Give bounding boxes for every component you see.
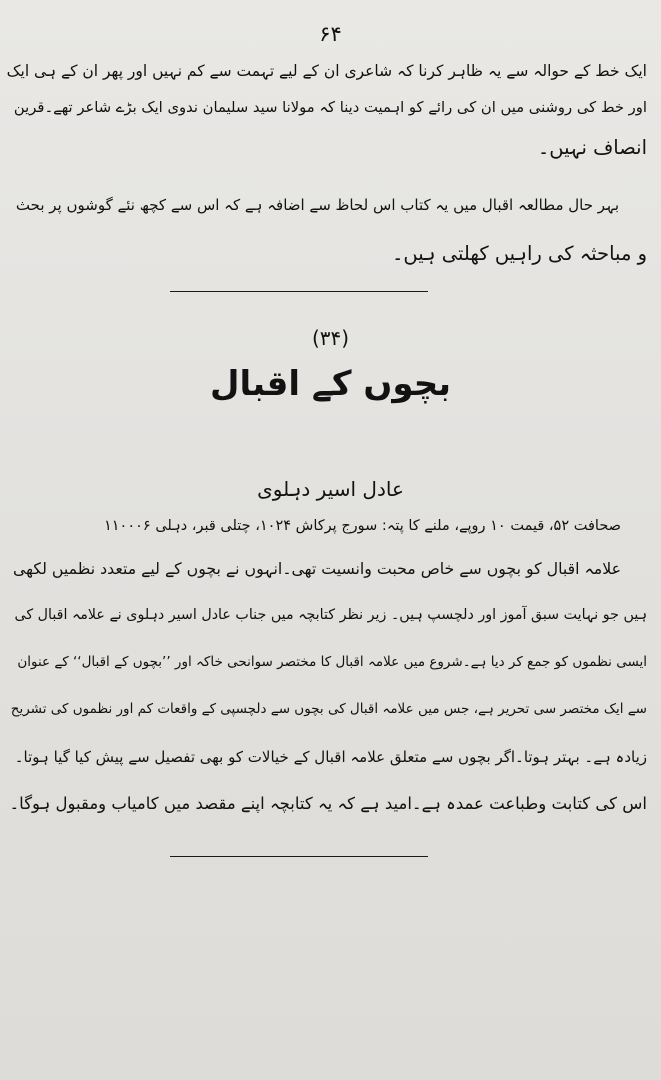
paragraph-line: علامہ اقبال کو بچوں سے خاص محبت وانسیت تھی۔انہوں نے بچوں کے لیے متعدد نظمیں لکھی: [13, 559, 621, 578]
paragraph-line: اور خط کی روشنی میں ان کی رائے کو اہمیت دینا کہ مولانا سید سلیمان ندوی ایک بڑے شاعر تھے۔قرین: [13, 99, 647, 116]
paragraph-line: بہر حال مطالعہ اقبال میں یہ کتاب اس لحاظ سے اضافہ ہے کہ اس سے کچھ نئے گوشوں پر بحث: [15, 196, 619, 214]
page-number: ۶۴: [319, 22, 342, 46]
book-author: عادل اسیر دہلوی: [257, 477, 404, 501]
second-paragraph: [7, 196, 647, 276]
paragraph-line: ایک خط کے حوالہ سے یہ ظاہر کرنا کہ شاعری ان کے لیے تہمت سے کم نہیں اور پھر ان کے ہی ایک: [6, 62, 647, 80]
paragraph-line: ہیں جو نہایت سبق آموز اور دلچسپ ہیں۔ زیر نظر کتابچہ میں جناب عادل اسیر دہلوی نے علامہ اقبال کی: [14, 607, 647, 623]
paragraph-line: سے ایک مختصر سی تحریر ہے، جس میں علامہ اقبال کی بچوں سے دلچسپی کے واقعات کم اور نظموں کی تشریح: [10, 701, 647, 717]
paragraph-line: ایسی نظموں کو جمع کر دیا ہے۔شروع میں علامہ اقبال کا مختصر سوانحی خاکہ اور ’’بچوں کے اقبال‘‘ کے عنوان: [17, 654, 647, 670]
section-divider: [170, 291, 428, 292]
paragraph-line: و مباحثہ کی راہیں کھلتی ہیں۔: [391, 242, 647, 265]
paragraph-line: اس کی کتابت وطباعت عمدہ ہے۔امید ہے کہ یہ کتابچہ اپنے مقصد میں کامیاب ومقبول ہوگا۔: [9, 794, 647, 813]
paragraph-line: انصاف نہیں۔: [537, 136, 647, 159]
publication-info: صحافت ۵۲، قیمت ۱۰ روپے، ملنے کا پتہ: سورج پرکاش ۱۰۲۴، چتلی قبر، دہلی ۱۱۰۰۰۶: [103, 518, 621, 534]
paragraph-line: زیادہ ہے۔ بہتر ہوتا۔اگر بچوں سے متعلق علامہ اقبال کے خیالات کو بھی تفصیل سے پیش کیا گیا ہوتا۔: [14, 748, 647, 766]
chapter-title: بچوں کے اقبال: [209, 364, 452, 404]
top-paragraph: [7, 62, 647, 172]
section-divider: [170, 856, 428, 857]
chapter-number: (۳۴): [311, 326, 350, 350]
review-paragraph: [7, 559, 647, 849]
